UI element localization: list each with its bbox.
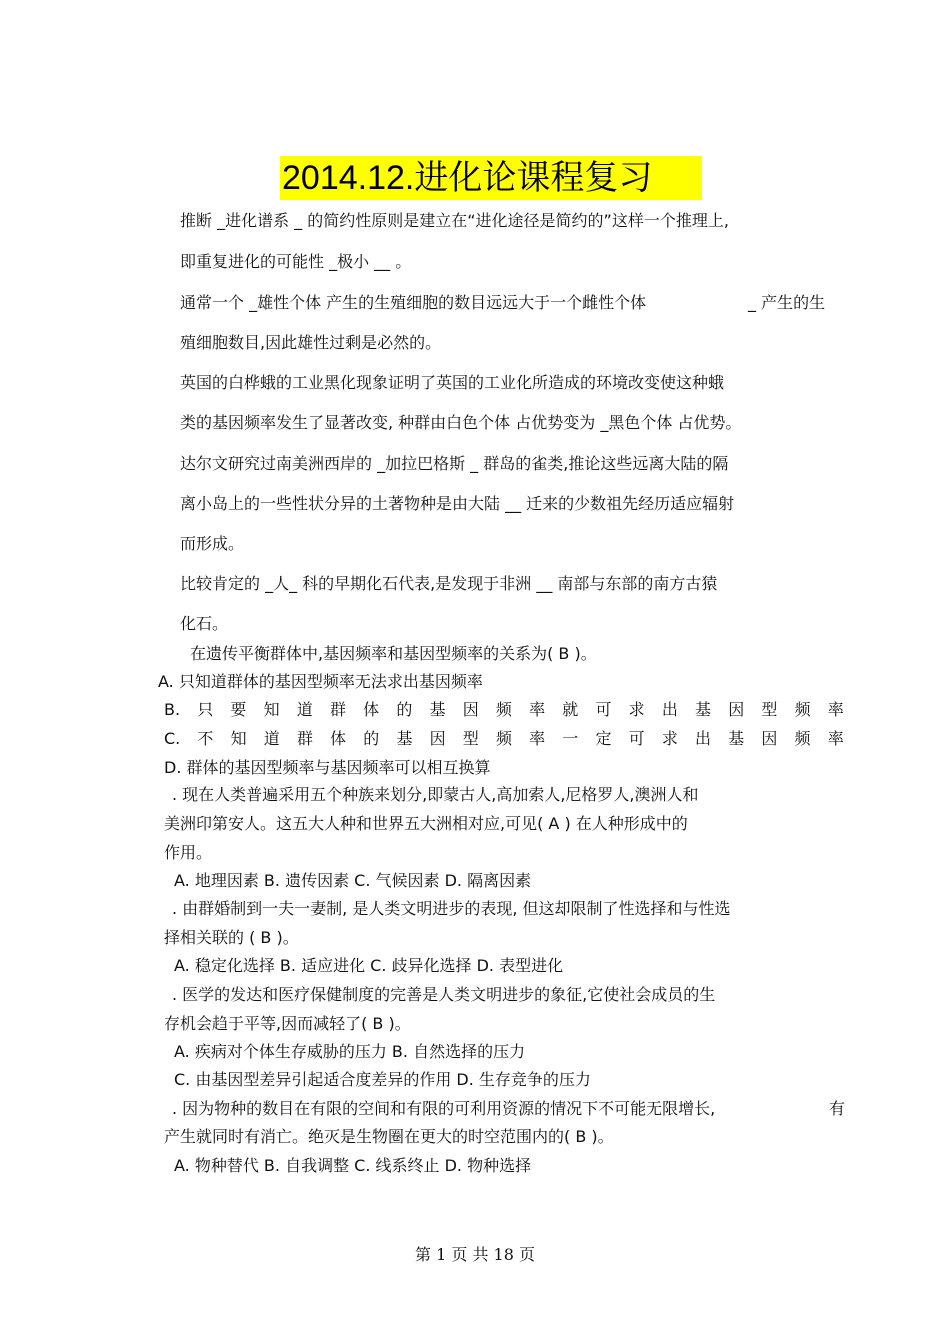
options-line: A. 疾病对个体生存威胁的压力 B. 自然选择的压力 (174, 1042, 526, 1061)
text-line: 通常一个 _雄性个体 产生的生殖细胞的数目远远大于一个雌性个体 (180, 293, 647, 312)
question-stem: . 由群婚制到一夫一妻制, 是人类文明进步的表现, 但这却限制了性选择和与性选 (172, 899, 731, 918)
option-b: B. 只 要 知 道 群 体 的 基 因 频 率 就 可 求 出 基 因 型 频 率 (164, 700, 844, 719)
option-a: A. 只知道群体的基因型频率无法求出基因频率 (158, 672, 483, 691)
text-line: _ 产生的生 (748, 293, 826, 312)
options-line: A. 稳定化选择 B. 适应进化 C. 歧异化选择 D. 表型进化 (174, 956, 564, 975)
page-footer: 第 1 页 共 18 页 (415, 1245, 535, 1264)
question-stem: 美洲印第安人。这五大人种和世界五大洲相对应,可见( A ) 在人种形成中的 (164, 814, 688, 833)
text-line: 而形成。 (180, 534, 245, 553)
options-line: C. 由基因型差异引起适合度差异的作用 D. 生存竞争的压力 (174, 1070, 591, 1089)
option-d: D. 群体的基因型频率与基因频率可以相互换算 (164, 758, 491, 777)
question-stem: 在遗传平衡群体中,基因频率和基因型频率的关系为( B )。 (190, 644, 597, 663)
question-stem: 存机会趋于平等,因而减轻了( B )。 (164, 1014, 411, 1033)
text-line: 英国的白桦蛾的工业黑化现象证明了英国的工业化所造成的环境改变使这种蛾 (180, 373, 725, 392)
question-stem: . 因为物种的数目在有限的空间和有限的可利用资源的情况下不可能无限增长, (172, 1099, 716, 1118)
options-line: A. 物种替代 B. 自我调整 C. 线系终止 D. 物种选择 (174, 1156, 532, 1175)
text-line: 类的基因频率发生了显著改变, 种群由白色个体 占优势变为 _黑色个体 占优势。 (180, 413, 742, 432)
options-line: A. 地理因素 B. 遗传因素 C. 气候因素 D. 隔离因素 (174, 871, 532, 890)
question-stem: 择相关联的 ( B )。 (164, 928, 299, 947)
text-line: 即重复进化的可能性 _极小 __ 。 (180, 252, 412, 271)
option-c: C. 不 知 道 群 体 的 基 因 型 频 率 一 定 可 求 出 基 因 频 率 (164, 729, 844, 748)
page-title: 2014.12.进化论课程复习 (280, 156, 702, 200)
question-stem: 作用。 (164, 843, 213, 862)
text-line: 达尔文研究过南美洲西岸的 _加拉巴格斯 _ 群岛的雀类,推论这些远离大陆的隔 (180, 454, 729, 473)
text-line: 殖细胞数目,因此雄性过剩是必然的。 (180, 333, 442, 352)
question-stem: 有 (829, 1099, 846, 1118)
question-stem: . 现在人类普遍采用五个种族来划分,即蒙古人,高加索人,尼格罗人,澳洲人和 (172, 785, 699, 804)
question-stem: . 医学的发达和医疗保健制度的完善是人类文明进步的象征,它使社会成员的生 (172, 985, 716, 1004)
text-line: 化石。 (180, 614, 229, 633)
text-line: 比较肯定的 _人_ 科的早期化石代表,是发现于非洲 __ 南部与东部的南方古猿 (180, 574, 718, 593)
question-stem: 产生就同时有消亡。绝灭是生物圈在更大的时空范围内的( B )。 (164, 1127, 614, 1146)
text-line: 离小岛上的一些性状分异的土著物种是由大陆 __ 迁来的少数祖先经历适应辐射 (180, 494, 735, 513)
text-line: 推断 _进化谱系 _ 的简约性原则是建立在“进化途径是简约的”这样一个推理上, (180, 211, 729, 230)
